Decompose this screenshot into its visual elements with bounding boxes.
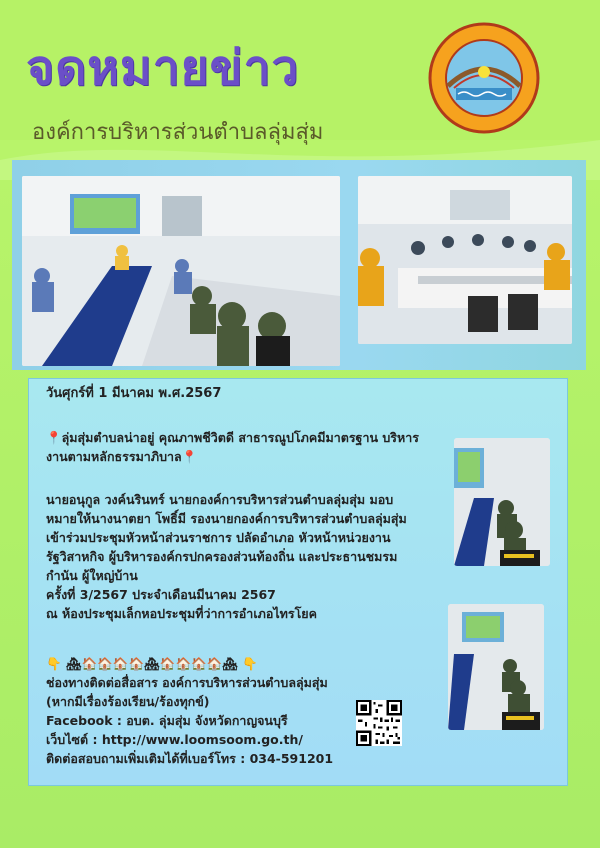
newsletter-title: จดหมายข่าว: [26, 40, 300, 96]
body-line: หมายให้นางนาตยา โพธิ์มี รองนายกองค์การบริหารส่วนตำบลลุ่มสุ่ม: [46, 511, 407, 526]
body-line: เข้าร่วมประชุมหัวหน้าส่วนราชการ ปลัดอำเภอ หัวหน้าหน่วยงาน: [46, 530, 391, 545]
body-line: กำนัน ผู้ใหญ่บ้าน: [46, 568, 138, 583]
qr-code[interactable]: [356, 700, 402, 746]
contact-section: [46, 654, 386, 768]
contact-phone: ติดต่อสอบถามเพิ่มเติมได้ที่เบอร์โทร : 034-591201: [46, 751, 334, 766]
contact-facebook: Facebook : อบต. ลุ่มสุ่ม จังหวัดกาญจนบุรี: [46, 713, 288, 728]
contact-emoji-line: 👇 🏘🏠🏠🏠🏠🏘🏠🏠🏠🏠🏘 👇: [46, 656, 258, 671]
body-line: นายอนุกูล วงค์นรินทร์ นายกองค์การบริหารส่วนตำบลลุ่มสุ่ม มอบ: [46, 492, 394, 507]
body-line: ครั้งที่ 3/2567 ประจำเดือนมีนาคม 2567: [46, 587, 276, 602]
contact-website: เว็บไซต์ : http://www.loomsoom.go.th/: [46, 732, 303, 747]
contact-complaint-note: (หากมีเรื่องร้องเรียน/ร้องทุกข์): [46, 694, 210, 709]
meeting-photo-side-2: [448, 604, 544, 730]
organization-logo: [428, 22, 540, 134]
organization-subtitle: องค์การบริหารส่วนตำบลลุ่มสุ่ม: [32, 120, 324, 145]
body-line: ณ ห้องประชุมเล็กหอประชุมที่ว่าการอำเภอไทรโยค: [46, 606, 317, 621]
meeting-photo-side-1: [454, 438, 550, 566]
meeting-photo-main: [22, 176, 340, 366]
intro-line: 📍ลุ่มสุ่มตำบลน่าอยู่ คุณภาพชีวิตดี สาธารณูปโภคมีมาตรฐาน บริหาร: [46, 430, 419, 445]
article-date: วันศุกร์ที่ 1 มีนาคม พ.ศ.2567: [46, 386, 222, 401]
meeting-photo-secondary: [358, 176, 572, 344]
intro-line: งานตามหลักธรรมาภิบาล📍: [46, 449, 198, 464]
body-line: รัฐวิสาหกิจ ผู้บริหารองค์กรปกครองส่วนท้องถิ่น และประธานชมรม: [46, 549, 398, 564]
article-body: [46, 490, 446, 623]
contact-heading: ช่องทางติดต่อสื่อสาร องค์การบริหารส่วนตำบลลุ่มสุ่ม: [46, 675, 328, 690]
article-intro: [46, 428, 446, 466]
